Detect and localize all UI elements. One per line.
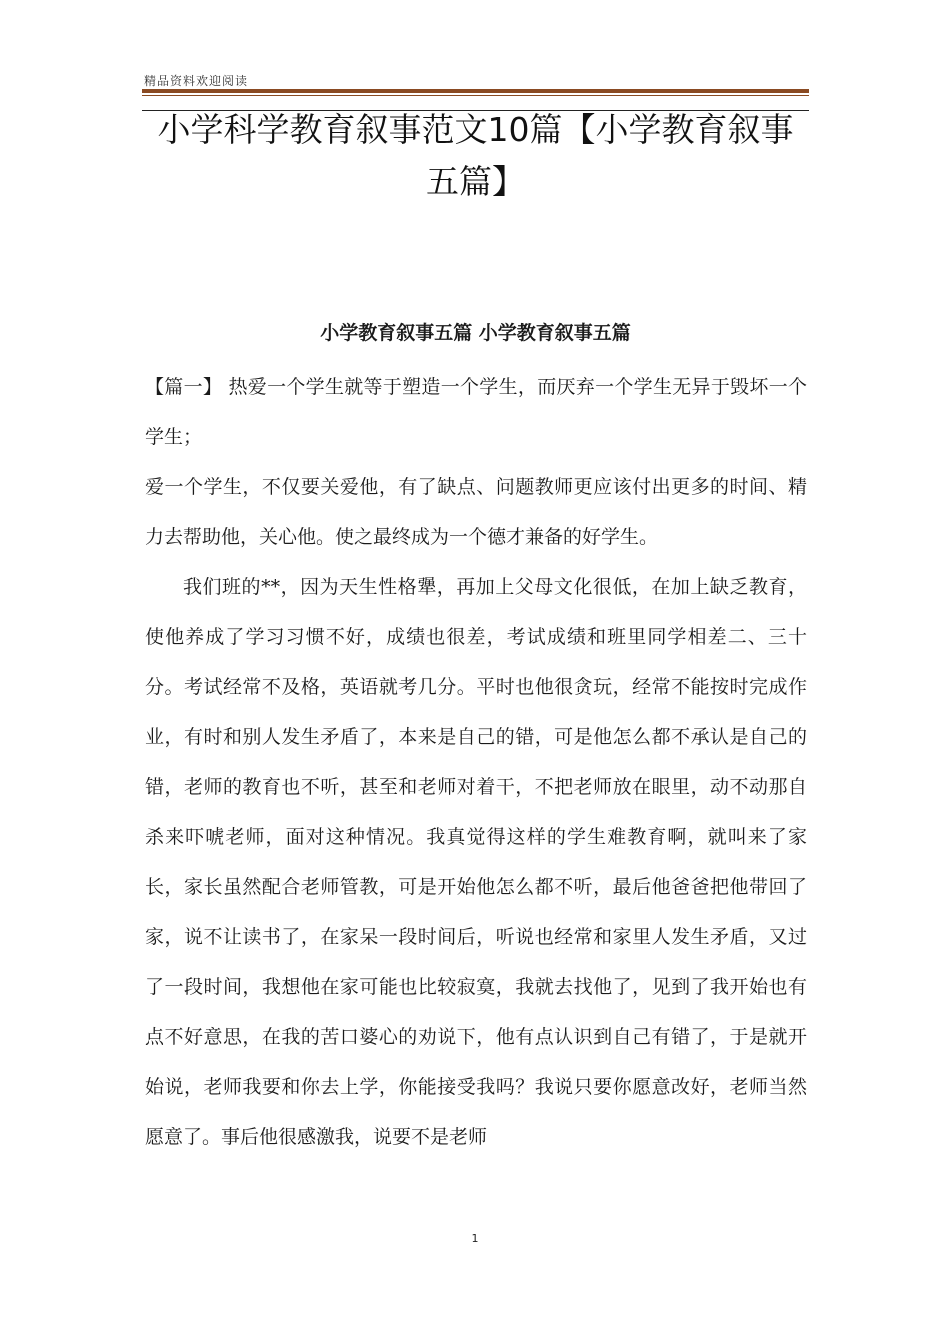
paragraph: 我们班的**，因为天生性格犟，再加上父母文化很低，在加上缺乏教育，使他养成了学习习惯不好，成绩也很差，考试成绩和班里同学相差二、三十分。考试经常不及格，英语就考几分。平时也他很贪玩，经常不能按时完成作业，有时和别人发生矛盾了，本来是自己的错，可是他怎么都不承认是自己的错，老师的教育也不听，甚至和老师对着干，不把老师放在眼里，动不动那自杀来吓唬老师，面对这种情况。我真觉得这样的学生难教育啊，就叫来了家长，家长虽然配合老师管教，可是开始他怎么都不听，最后他爸爸把他带回了家，说不让读书了，在家呆一段时间后，听说也经常和家里人发生矛盾，又过了一段时间，我想他在家可能也比较寂寞，我就去找他了，见到了我开始也有点不好意思，在我的苦口婆心的劝说下，他有点认识到自己有错了，于是就开始说，老师我要和你去上学，你能接受我吗？我说只要你愿意改好，老师当然愿意了。事后他很感激我，说要不是老师 — [145, 576, 807, 1148]
header-rule-thin — [142, 95, 809, 96]
paragraph: 爱一个学生，不仅要关爱他，有了缺点、问题教师更应该付出更多的时间、精力去帮助他，关心他。使之最终成为一个德才兼备的好学生。 — [145, 476, 807, 548]
document-title: 小学科学教育叙事范文10篇【小学教育叙事五篇】 — [157, 110, 794, 201]
header-rule-thick — [142, 89, 809, 93]
page-number: 1 — [471, 1232, 479, 1245]
paragraph: 【篇一】 热爱一个学生就等于塑造一个学生，而厌弃一个学生无异于毁坏一个学生； — [145, 376, 807, 448]
document-body — [145, 362, 807, 1162]
document-subtitle: 小学教育叙事五篇 小学教育叙事五篇 — [320, 322, 631, 344]
header-label: 精品资料欢迎阅读 — [144, 74, 249, 88]
